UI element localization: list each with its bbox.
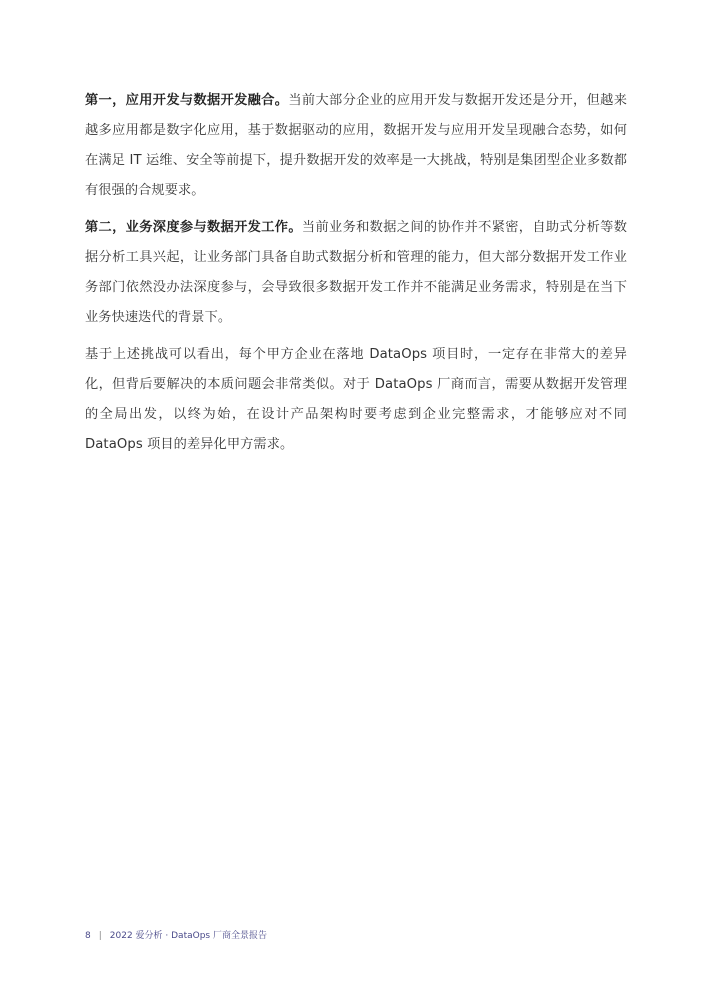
paragraph-1 [85, 86, 627, 206]
paragraph-2-text: 当前业务和数据之间的协作并不紧密，自助式分析等数据分析工具兴起，让业务部门具备自助式数据分析和管理的能力，但大部分数据开发工作业务部门依然没办法深度参与，会导致很多数据开发工作并不能满足业务需求，特别是在当下业务快速迭代的背景下。 [85, 220, 627, 325]
report-title: 2022 爱分析 · DataOps 厂商全景报告 [109, 931, 267, 941]
paragraph-2-lead: 第二，业务深度参与数据开发工作。 [85, 220, 302, 235]
page-footer [85, 928, 267, 941]
paragraph-2 [85, 213, 627, 333]
page-number: 8 [85, 931, 91, 941]
paragraph-3 [85, 340, 627, 460]
paragraph-1-lead: 第一，应用开发与数据开发融合。 [85, 93, 289, 108]
paragraph-3-text: 基于上述挑战可以看出，每个甲方企业在落地 DataOps 项目时，一定存在非常大的差异化，但背后要解决的本质问题会非常类似。对于 DataOps 厂商而言，需要从数据开发管理的全局出发，以终为始，在设计产品架构时要考虑到企业完整需求，才能够应对不同 DataOps 项目的差异化甲方需求。 [85, 347, 627, 452]
main-content [85, 86, 627, 467]
paragraph-1-text: 当前大部分企业的应用开发与数据开发还是分开，但越来越多应用都是数字化应用，基于数据驱动的应用，数据开发与应用开发呈现融合态势，如何在满足 IT 运维、安全等前提下，提升数据开发的效率是一大挑战，特别是集团型企业多数都有很强的合规要求。 [85, 93, 628, 198]
footer-separator: | [98, 931, 102, 941]
